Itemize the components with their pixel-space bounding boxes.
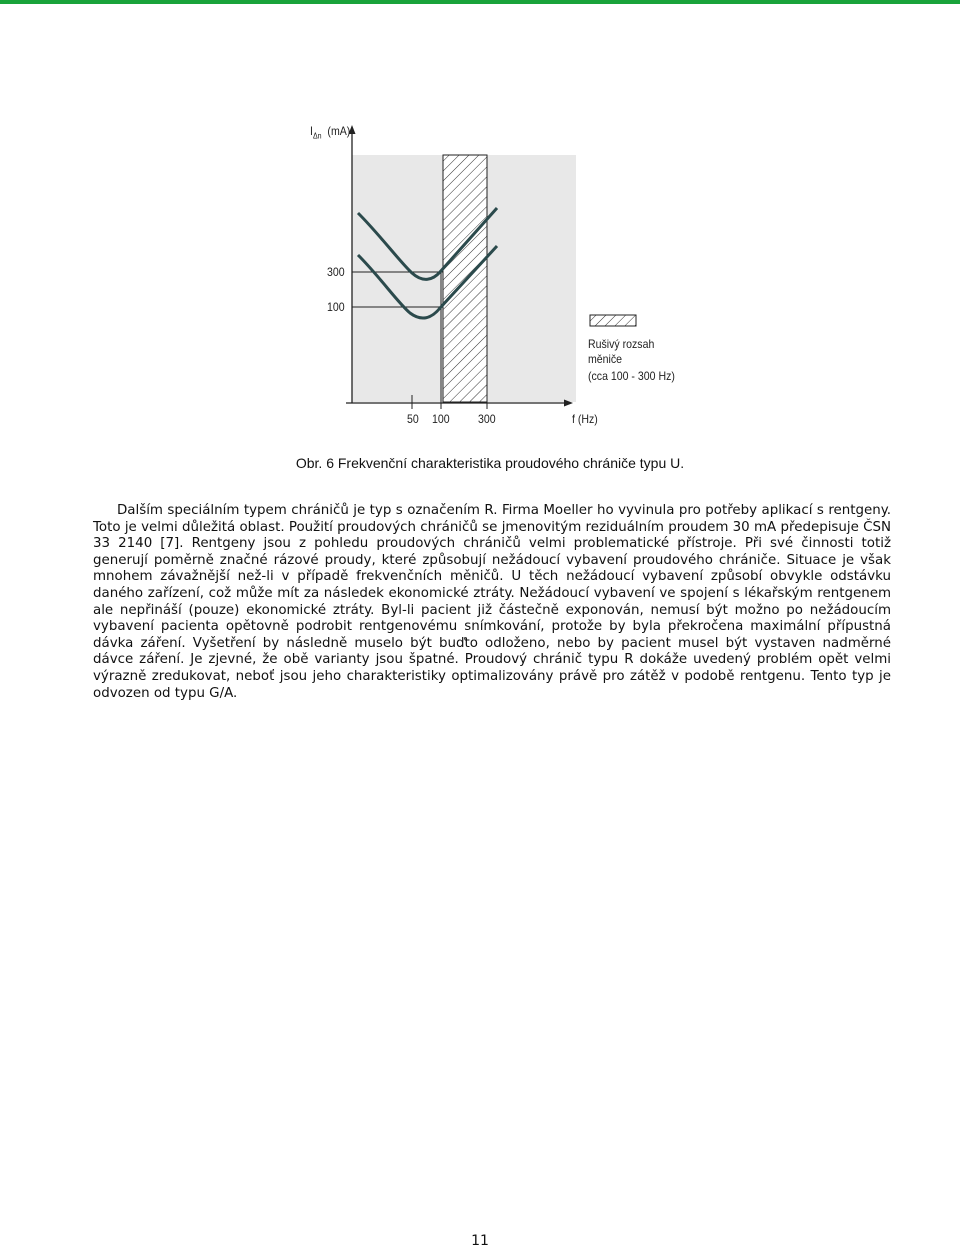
legend-line-1: Rušivý rozsah (588, 337, 655, 351)
y-axis-label (310, 124, 350, 140)
y-axis-symbol: I (310, 124, 313, 138)
body-text (93, 503, 891, 702)
interference-band (443, 155, 487, 402)
x-tick-50: 50 (407, 412, 419, 426)
legend-hatch-swatch (590, 315, 636, 326)
x-axis-label: f (Hz) (572, 412, 598, 426)
x-tick-300: 300 (478, 412, 496, 426)
legend-line-2: měniče (588, 352, 623, 366)
page-number: 11 (471, 1233, 489, 1249)
y-axis-subscript: Δn (312, 131, 322, 141)
figure-caption: Obr. 6 Frekvenční charakteristika proudového chrániče typu U. (295, 455, 685, 471)
y-tick-100: 100 (327, 300, 345, 314)
legend-line-3: (cca 100 - 300 Hz) (588, 369, 675, 383)
frequency-characteristic-figure (0, 0, 960, 440)
figure-graphic (0, 0, 960, 440)
x-tick-100: 100 (432, 412, 450, 426)
y-axis-unit: (mA) (327, 124, 351, 138)
y-tick-300: 300 (327, 265, 345, 279)
body-paragraph: Dalším speciálním typem chráničů je typ s označením R. Firma Moeller ho vyvinula pro potřeby aplikací s rentgeny. Toto je velmi důležitá oblast. Použití proudových chráničů se jmenovitým reziduálním proudem 30 mA předepisuje ČSN 33 2140 [7]. Rentgeny jsou z pohledu proudových chráničů velmi problematické přístroje. Při své činnosti totiž generují poměrně značné rázové proudy, které způsobují nežádoucí vybavení proudového chrániče. Situace je však mnohem závažnější než-li v případě frekvenčních měničů. U těch nežádoucí vybavení způsobí obvykle odstávku daného zařízení, což může mít za následek ekonomické ztráty. Nežádoucí vybavení ve spojení s lékařským rentgenem ale nepřináší (pouze) ekonomické ztráty. Byl-li pacient již částečně exponován, nemusí být možno po nežádoucím vybavení pacienta opětovně podrobit rentgenovému snímkování, protože by byla překročena maximální přípustná dávka záření. Vyšetření by následně muselo být buďto odloženo, nebo by pacient musel být vystaven nadměrné dávce záření. Je zjevné, že obě varianty jsou špatné. Proudový chránič typu R dokáže uvedený problém opět velmi výrazně zredukovat, neboť jsou jeho charakteristiky optimalizovány právě pro zátěž v podobě rentgenu. Tento typ je odvozen od typu G/A. (93, 503, 891, 701)
